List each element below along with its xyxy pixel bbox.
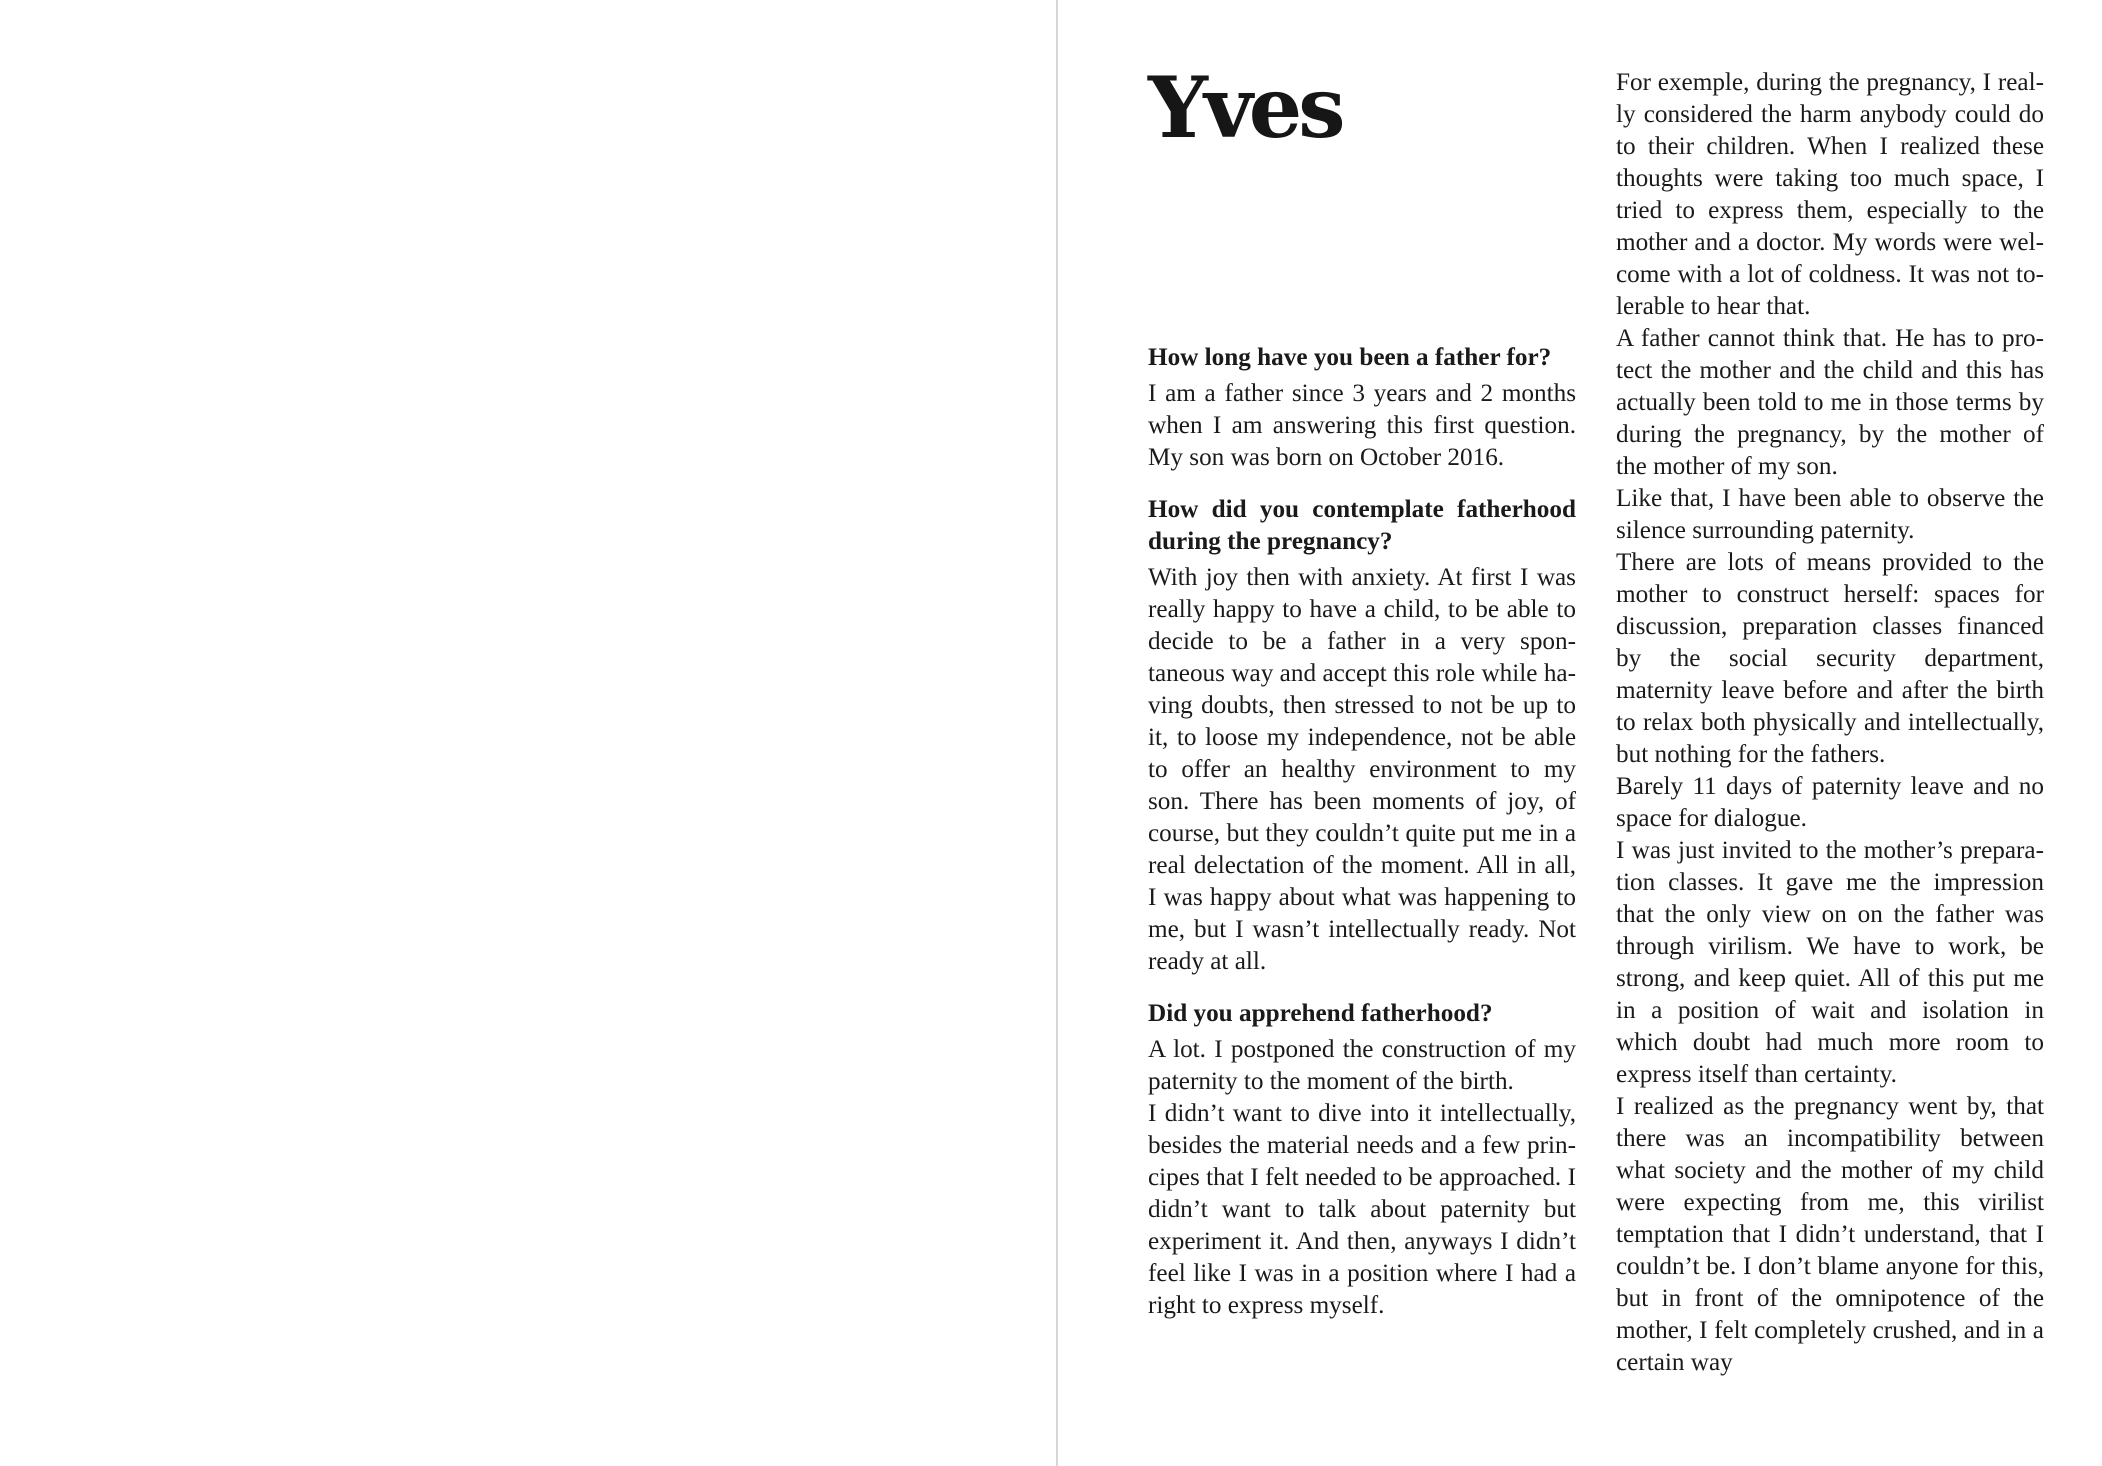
qa-block [1148, 342, 1576, 474]
page-title: Yves [1148, 58, 1342, 157]
answer-paragraph: Like that, I have been able to observe the silence surrounding paternity. [1616, 485, 2044, 544]
interview-answer [1148, 562, 1576, 978]
answer-paragraph: For exemple, during the pregnancy, I really considered the harm anybody could do to their children. When I realized these thoughts were taking too much space, I tried to express them, especially to the mother and a doctor. My words were welcome with a lot of coldness. It was not tolerable to hear that. [1616, 69, 2044, 320]
interview-question: How did you contemplate fatherhood during the pregnancy? [1148, 496, 1576, 555]
interview-column-right [1616, 67, 2044, 1379]
answer-paragraph: I realized as the pregnancy went by, that there was an incompatibility between what society and the mother of my child were expecting from me, this virilist temptation that I didn’t understand, that I couldn’t be. I don’t blame anyone for this, but in front of the omnipotence of the mother, I felt completely crushed, and in a certain way [1616, 1093, 2044, 1376]
interview-column-left [1148, 342, 1576, 1342]
answer-paragraph: There are lots of means provided to the mother to construct herself: spaces for discussion, preparation classes financed by the social security department, maternity leave before and after the birth to relax both physically and intellectually, but nothing for the fathers. [1616, 549, 2044, 768]
answer-paragraph: A father cannot think that. He has to protect the mother and the child and this has actually been told to me in those terms by during the pregnancy, by the mother of the mother of my son. [1616, 325, 2044, 480]
answer-paragraph: A lot. I postponed the construction of my paternity to the moment of the birth. [1148, 1036, 1576, 1095]
interview-answer [1148, 1034, 1576, 1322]
answer-paragraph: With joy then with anxiety. At first I was really happy to have a child, to be able to decide to be a father in a very spontaneous way and accept this role while having doubts, then stressed to not be up to it, to loose my independence, not be able to offer an healthy environment to my son. There has been moments of joy, of course, but they couldn’t quite put me in a real delectation of the moment. All in all, I was happy about what was happening to me, but I wasn’t intellectually ready. Not ready at all. [1148, 564, 1576, 975]
interview-question: How long have you been a father for? [1148, 344, 1552, 371]
answer-paragraph: I was just invited to the mother’s preparation classes. It gave me the impression that the only view on on the father was through virilism. We have to work, be strong, and keep quiet. All of this put me in a position of wait and isolation in which doubt had much more room to express itself than certainty. [1616, 837, 2044, 1088]
qa-block [1148, 998, 1576, 1322]
answer-paragraph: Barely 11 days of paternity leave and no space for dialogue. [1616, 773, 2044, 832]
qa-block [1148, 494, 1576, 978]
interview-question: Did you apprehend fatherhood? [1148, 1000, 1493, 1027]
interview-answer [1148, 378, 1576, 474]
answer-paragraph: I didn’t want to dive into it intellectually, besides the material needs and a few principes that I felt needed to be approached. I didn’t want to talk about paternity but experiment it. And then, anyways I didn’t feel like I was in a position where I had a right to express myself. [1148, 1100, 1576, 1319]
answer-paragraph: I am a father since 3 years and 2 months when I am answering this first question. My son was born on October 2016. [1148, 380, 1576, 471]
